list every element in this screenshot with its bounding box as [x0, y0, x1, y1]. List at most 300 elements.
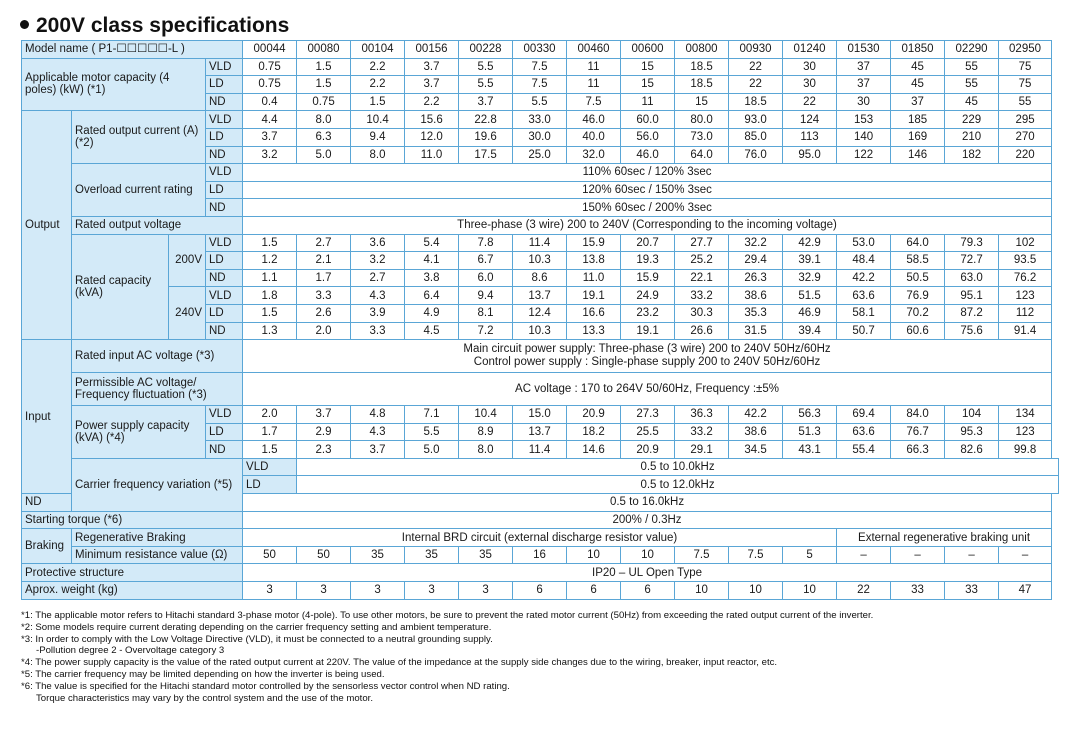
rated-output-current-value: 95.0 [783, 146, 837, 164]
power-supply-value: 15.0 [513, 406, 567, 424]
weight-row [22, 582, 1059, 600]
footnote: *1: The applicable motor refers to Hitachi standard 3-phase motor (4-pole). To use other motors, be sure to prevent the rated motor current (50Hz) from exceeding the rated output current of the inverter. [21, 610, 874, 621]
model-code: 00930 [729, 41, 783, 59]
rated-input-ac-line: Main circuit power supply: Three-phase (3 wire) 200 to 240V 50Hz/60Hz [463, 343, 831, 356]
section-title [20, 14, 289, 38]
rated-output-voltage-row [22, 216, 1059, 234]
rated-output-current-value: 182 [945, 146, 999, 164]
rated-capacity-value: 19.1 [567, 287, 621, 305]
rated-output-current-value: 93.0 [729, 111, 783, 129]
rated-capacity-value: 9.4 [459, 287, 513, 305]
weight-value: 6 [567, 582, 621, 600]
rated-output-current-value: 8.0 [297, 111, 351, 129]
rated-output-current-value: 76.0 [729, 146, 783, 164]
power-supply-value: 14.6 [567, 441, 621, 459]
rated-capacity-value: 3.2 [351, 252, 405, 270]
rated-capacity-value: 27.7 [675, 234, 729, 252]
rated-capacity-value: 1.5 [243, 304, 297, 322]
applicable-motor-value: 55 [945, 76, 999, 94]
applicable-motor-value: 2.2 [351, 76, 405, 94]
power-supply-value: 104 [945, 406, 999, 424]
weight-value: 10 [783, 582, 837, 600]
power-supply-value: 95.3 [945, 423, 999, 441]
overload-value: 120% 60sec / 150% 3sec [243, 181, 1052, 199]
weight-value: 6 [621, 582, 675, 600]
rated-capacity-value: 3.3 [297, 287, 351, 305]
rated-output-current-value: 3.7 [243, 128, 297, 146]
model-code: 01850 [891, 41, 945, 59]
carrier-frequency-label: Carrier frequency variation (*5) [72, 458, 243, 511]
rated-output-current-value: 80.0 [675, 111, 729, 129]
rating-nd: ND [206, 441, 243, 459]
min-resistance-value: 35 [351, 546, 405, 564]
rated-capacity-value: 1.3 [243, 322, 297, 340]
min-resistance-value: 7.5 [729, 546, 783, 564]
weight-value: 33 [891, 582, 945, 600]
rated-capacity-value: 2.1 [297, 252, 351, 270]
rated-capacity-value: 31.5 [729, 322, 783, 340]
rated-capacity-value: 48.4 [837, 252, 891, 270]
rated-output-current-value: 40.0 [567, 128, 621, 146]
rating-vld: VLD [206, 234, 243, 252]
starting-torque-row [22, 511, 1059, 529]
weight-value: 47 [999, 582, 1052, 600]
rated-output-current-value: 169 [891, 128, 945, 146]
weight-value: 10 [675, 582, 729, 600]
applicable-motor-value: 55 [945, 58, 999, 76]
rated-capacity-value: 3.6 [351, 234, 405, 252]
rated-capacity-value: 112 [999, 304, 1052, 322]
rated-output-current-value: 4.4 [243, 111, 297, 129]
weight-value: 3 [351, 582, 405, 600]
rated-capacity-value: 29.4 [729, 252, 783, 270]
power-supply-value: 3.7 [297, 406, 351, 424]
rated-capacity-value: 42.2 [837, 269, 891, 287]
power-supply-value: 1.7 [243, 423, 297, 441]
rated-capacity-value: 60.6 [891, 322, 945, 340]
rated-capacity-value: 2.0 [297, 322, 351, 340]
power-supply-value: 36.3 [675, 406, 729, 424]
power-supply-value: 25.5 [621, 423, 675, 441]
rated-output-current-value: 270 [999, 128, 1052, 146]
rated-capacity-value: 2.7 [297, 234, 351, 252]
rating-nd: ND [22, 494, 72, 512]
rated-capacity-value: 11.4 [513, 234, 567, 252]
rating-ld: LD [206, 128, 243, 146]
applicable-motor-value: 37 [891, 93, 945, 111]
voltage-240-label: 240V [169, 287, 206, 340]
rated-capacity-value: 30.3 [675, 304, 729, 322]
rating-nd: ND [206, 322, 243, 340]
rated-capacity-240-vld-row [22, 287, 1059, 305]
applicable-motor-value: 5.5 [513, 93, 567, 111]
power-supply-value: 20.9 [621, 441, 675, 459]
internal-brd-value: Internal BRD circuit (external discharge resistor value) [243, 529, 837, 547]
applicable-motor-value: 1.5 [297, 76, 351, 94]
weight-value: 3 [297, 582, 351, 600]
rating-ld: LD [243, 476, 297, 494]
applicable-motor-value: 75 [999, 58, 1052, 76]
model-code: 00228 [459, 41, 513, 59]
applicable-motor-value: 15 [675, 93, 729, 111]
applicable-motor-value: 7.5 [567, 93, 621, 111]
footnote: *2: Some models require current derating depending on the carrier frequency setting and ambient temperature. [21, 621, 492, 633]
rated-capacity-value: 102 [999, 234, 1052, 252]
power-supply-value: 123 [999, 423, 1052, 441]
rated-capacity-value: 38.6 [729, 287, 783, 305]
footnote: *3: In order to comply with the Low Voltage Directive (VLD), it must be connected to a neutral grounding supply. [21, 633, 493, 645]
rating-vld: VLD [206, 58, 243, 76]
power-supply-vld-row [22, 406, 1059, 424]
applicable-motor-value: 30 [783, 58, 837, 76]
rated-output-current-value: 146 [891, 146, 945, 164]
power-supply-value: 27.3 [621, 406, 675, 424]
power-supply-value: 66.3 [891, 441, 945, 459]
rating-ld: LD [206, 423, 243, 441]
model-code: 00104 [351, 41, 405, 59]
power-supply-value: 2.9 [297, 423, 351, 441]
power-supply-value: 29.1 [675, 441, 729, 459]
rated-output-current-value: 32.0 [567, 146, 621, 164]
rated-output-voltage-value: Three-phase (3 wire) 200 to 240V (Corresponding to the incoming voltage) [243, 216, 1052, 234]
rated-capacity-value: 20.7 [621, 234, 675, 252]
model-code: 02950 [999, 41, 1052, 59]
rated-output-current-label: Rated output current (A)(*2) [72, 111, 206, 164]
rated-capacity-value: 123 [999, 287, 1052, 305]
rated-capacity-value: 8.1 [459, 304, 513, 322]
applicable-motor-value: 30 [837, 93, 891, 111]
applicable-motor-value: 18.5 [675, 58, 729, 76]
rated-output-voltage-label: Rated output voltage [72, 216, 243, 234]
power-supply-value: 8.9 [459, 423, 513, 441]
rated-capacity-value: 1.7 [297, 269, 351, 287]
min-resistance-label: Minimum resistance value (Ω) [72, 546, 243, 564]
rated-output-current-value: 60.0 [621, 111, 675, 129]
power-supply-value: 69.4 [837, 406, 891, 424]
rated-capacity-value: 3.3 [351, 322, 405, 340]
applicable-motor-value: 11 [567, 58, 621, 76]
carrier-vld-row [22, 458, 1059, 476]
starting-torque-value: 200% / 0.3Hz [243, 511, 1052, 529]
model-code: 00080 [297, 41, 351, 59]
rated-capacity-value: 13.3 [567, 322, 621, 340]
rated-capacity-value: 42.9 [783, 234, 837, 252]
model-code: 02290 [945, 41, 999, 59]
model-code: 01530 [837, 41, 891, 59]
applicable-motor-value: 0.4 [243, 93, 297, 111]
min-resistance-value: – [945, 546, 999, 564]
rated-capacity-value: 11.0 [567, 269, 621, 287]
power-supply-value: 134 [999, 406, 1052, 424]
voltage-200-label: 200V [169, 234, 206, 287]
rated-capacity-value: 15.9 [621, 269, 675, 287]
rated-capacity-value: 32.2 [729, 234, 783, 252]
weight-value: 6 [513, 582, 567, 600]
applicable-motor-vld-row [22, 58, 1059, 76]
rated-capacity-value: 2.7 [351, 269, 405, 287]
weight-value: 33 [945, 582, 999, 600]
rated-output-current-value: 17.5 [459, 146, 513, 164]
power-supply-value: 56.3 [783, 406, 837, 424]
rated-capacity-value: 76.2 [999, 269, 1052, 287]
power-supply-value: 1.5 [243, 441, 297, 459]
carrier-frequency-value: 0.5 to 12.0kHz [297, 476, 1059, 494]
applicable-motor-value: 3.7 [405, 58, 459, 76]
model-name-header: Model name ( P1-☐☐☐☐☐-L ) [22, 41, 243, 59]
applicable-motor-value: 75 [999, 76, 1052, 94]
weight-value: 3 [405, 582, 459, 600]
power-supply-value: 7.1 [405, 406, 459, 424]
power-supply-value: 5.0 [405, 441, 459, 459]
rating-vld: VLD [206, 111, 243, 129]
rated-input-ac-row [22, 340, 1059, 373]
weight-value: 3 [243, 582, 297, 600]
model-code: 00330 [513, 41, 567, 59]
applicable-motor-value: 18.5 [729, 93, 783, 111]
applicable-motor-value: 15 [621, 76, 675, 94]
applicable-motor-value: 1.5 [297, 58, 351, 76]
rated-output-current-value: 229 [945, 111, 999, 129]
rating-vld: VLD [206, 406, 243, 424]
rated-output-current-value: 295 [999, 111, 1052, 129]
applicable-motor-value: 1.5 [351, 93, 405, 111]
rated-output-current-value: 64.0 [675, 146, 729, 164]
power-supply-value: 82.6 [945, 441, 999, 459]
rated-capacity-value: 53.0 [837, 234, 891, 252]
model-code: 00156 [405, 41, 459, 59]
rated-capacity-value: 95.1 [945, 287, 999, 305]
rated-output-current-value: 46.0 [621, 146, 675, 164]
power-supply-value: 5.5 [405, 423, 459, 441]
applicable-motor-value: 11 [567, 76, 621, 94]
rated-output-current-value: 12.0 [405, 128, 459, 146]
rated-capacity-value: 5.4 [405, 234, 459, 252]
rated-output-current-value: 33.0 [513, 111, 567, 129]
rated-capacity-value: 72.7 [945, 252, 999, 270]
rated-capacity-value: 15.9 [567, 234, 621, 252]
weight-value: 10 [729, 582, 783, 600]
rated-capacity-value: 6.0 [459, 269, 513, 287]
applicable-motor-value: 45 [891, 76, 945, 94]
power-supply-value: 11.4 [513, 441, 567, 459]
rated-input-ac-value [243, 340, 1052, 373]
rated-capacity-value: 2.6 [297, 304, 351, 322]
rated-capacity-value: 3.8 [405, 269, 459, 287]
external-braking-value: External regenerative braking unit [837, 529, 1052, 547]
permissible-ac-value: AC voltage : 170 to 264V 50/60Hz, Frequency :±5% [243, 373, 1052, 406]
applicable-motor-value: 5.5 [459, 76, 513, 94]
rated-capacity-value: 46.9 [783, 304, 837, 322]
applicable-motor-value: 37 [837, 76, 891, 94]
footnote: -Pollution degree 2 - Overvoltage category 3 [36, 645, 225, 657]
footnote: *4: The power supply capacity is the value of the rated output current at 220V. The value of the impedance at the supply side changes due to the wiring, breaker, input reactor, etc. [21, 657, 778, 669]
rated-capacity-value: 58.1 [837, 304, 891, 322]
output-group-label: Output [22, 111, 72, 340]
rated-capacity-value: 1.8 [243, 287, 297, 305]
rated-output-current-value: 220 [999, 146, 1052, 164]
rated-capacity-value: 32.9 [783, 269, 837, 287]
rated-output-current-value: 25.0 [513, 146, 567, 164]
rated-capacity-value: 13.8 [567, 252, 621, 270]
rated-output-current-value: 153 [837, 111, 891, 129]
weight-value: 3 [459, 582, 513, 600]
protective-structure-row [22, 564, 1059, 582]
rated-capacity-value: 50.7 [837, 322, 891, 340]
rated-capacity-value: 50.5 [891, 269, 945, 287]
power-supply-value: 20.9 [567, 406, 621, 424]
rated-output-current-value: 11.0 [405, 146, 459, 164]
rated-capacity-value: 4.5 [405, 322, 459, 340]
power-supply-value: 33.2 [675, 423, 729, 441]
rated-output-current-value: 73.0 [675, 128, 729, 146]
applicable-motor-value: 15 [621, 58, 675, 76]
applicable-motor-value: 37 [837, 58, 891, 76]
min-resistance-value: 10 [621, 546, 675, 564]
power-supply-value: 4.8 [351, 406, 405, 424]
rated-output-current-value: 3.2 [243, 146, 297, 164]
model-code: 00600 [621, 41, 675, 59]
power-supply-value: 38.6 [729, 423, 783, 441]
power-supply-value: 51.3 [783, 423, 837, 441]
min-resistance-value: 7.5 [675, 546, 729, 564]
power-supply-value: 99.8 [999, 441, 1052, 459]
applicable-motor-value: 5.5 [459, 58, 513, 76]
rating-vld: VLD [206, 164, 243, 182]
overload-vld-row [22, 164, 1059, 182]
model-code: 00800 [675, 41, 729, 59]
rated-capacity-value: 19.3 [621, 252, 675, 270]
weight-value: 22 [837, 582, 891, 600]
power-supply-value: 2.0 [243, 406, 297, 424]
rated-input-ac-line: Control power supply : Single-phase supply 200 to 240V 50Hz/60Hz [473, 356, 821, 369]
applicable-motor-value: 11 [621, 93, 675, 111]
weight-label: Aprox. weight (kg) [22, 582, 243, 600]
rated-capacity-value: 7.8 [459, 234, 513, 252]
rated-capacity-value: 22.1 [675, 269, 729, 287]
min-resistance-value: 50 [243, 546, 297, 564]
power-supply-value: 42.2 [729, 406, 783, 424]
rating-nd: ND [206, 269, 243, 287]
rated-capacity-value: 39.4 [783, 322, 837, 340]
rated-output-current-value: 85.0 [729, 128, 783, 146]
rated-capacity-200-vld-row [22, 234, 1059, 252]
power-supply-value: 18.2 [567, 423, 621, 441]
rated-capacity-value: 4.9 [405, 304, 459, 322]
rating-vld: VLD [206, 287, 243, 305]
min-resistance-value: 50 [297, 546, 351, 564]
applicable-motor-value: 45 [945, 93, 999, 111]
rated-output-current-value: 140 [837, 128, 891, 146]
rated-capacity-label: Rated capacity (kVA) [72, 234, 169, 340]
rated-capacity-value: 16.6 [567, 304, 621, 322]
rated-capacity-value: 51.5 [783, 287, 837, 305]
footnote: *5: The carrier frequency may be limited depending on how the inverter is being used. [21, 668, 385, 680]
rated-capacity-value: 3.9 [351, 304, 405, 322]
rated-capacity-value: 1.5 [243, 234, 297, 252]
rated-output-current-value: 122 [837, 146, 891, 164]
rated-output-current-value: 210 [945, 128, 999, 146]
rated-capacity-value: 58.5 [891, 252, 945, 270]
power-supply-value: 3.7 [351, 441, 405, 459]
starting-torque-label: Starting torque (*6) [22, 511, 243, 529]
applicable-motor-value: 2.2 [405, 93, 459, 111]
spec-table [21, 40, 1059, 600]
permissible-ac-label: Permissible AC voltage/ Frequency fluctuation (*3) [72, 373, 243, 406]
rated-output-current-value: 30.0 [513, 128, 567, 146]
rated-output-current-value: 6.3 [297, 128, 351, 146]
rated-capacity-value: 63.0 [945, 269, 999, 287]
rated-capacity-value: 39.1 [783, 252, 837, 270]
rated-capacity-value: 6.4 [405, 287, 459, 305]
applicable-motor-value: 7.5 [513, 76, 567, 94]
rated-output-current-value: 15.6 [405, 111, 459, 129]
min-resistance-value: 35 [459, 546, 513, 564]
applicable-motor-value: 55 [999, 93, 1052, 111]
rated-capacity-value: 76.9 [891, 287, 945, 305]
rated-output-current-value: 124 [783, 111, 837, 129]
power-supply-value: 4.3 [351, 423, 405, 441]
applicable-motor-value: 0.75 [243, 76, 297, 94]
rated-capacity-value: 75.6 [945, 322, 999, 340]
rated-capacity-value: 64.0 [891, 234, 945, 252]
model-code: 01240 [783, 41, 837, 59]
carrier-frequency-value: 0.5 to 10.0kHz [297, 458, 1059, 476]
permissible-ac-row [22, 373, 1059, 406]
rated-output-current-value: 9.4 [351, 128, 405, 146]
min-resistance-value: – [837, 546, 891, 564]
min-resistance-value: 16 [513, 546, 567, 564]
power-supply-value: 10.4 [459, 406, 513, 424]
rating-ld: LD [206, 76, 243, 94]
footnotes [21, 610, 1066, 704]
rated-capacity-value: 26.6 [675, 322, 729, 340]
rated-capacity-value: 24.9 [621, 287, 675, 305]
carrier-frequency-value: 0.5 to 16.0kHz [243, 494, 1052, 512]
min-resistance-value: 5 [783, 546, 837, 564]
rated-capacity-value: 19.1 [621, 322, 675, 340]
power-supply-value: 13.7 [513, 423, 567, 441]
model-code: 00044 [243, 41, 297, 59]
applicable-motor-label: Applicable motor capacity (4 poles) (kW) (*1) [22, 58, 206, 111]
rating-nd: ND [206, 93, 243, 111]
rated-capacity-value: 10.3 [513, 252, 567, 270]
applicable-motor-value: 22 [729, 76, 783, 94]
rated-output-current-value: 46.0 [567, 111, 621, 129]
applicable-motor-value: 18.5 [675, 76, 729, 94]
power-supply-value: 84.0 [891, 406, 945, 424]
rated-output-current-value: 56.0 [621, 128, 675, 146]
rated-capacity-value: 1.2 [243, 252, 297, 270]
protective-structure-value: IP20 – UL Open Type [243, 564, 1052, 582]
applicable-motor-value: 0.75 [297, 93, 351, 111]
applicable-motor-value: 22 [783, 93, 837, 111]
rated-capacity-value: 4.1 [405, 252, 459, 270]
rated-capacity-value: 1.1 [243, 269, 297, 287]
applicable-motor-value: 30 [783, 76, 837, 94]
rating-ld: LD [206, 304, 243, 322]
rated-capacity-value: 79.3 [945, 234, 999, 252]
model-code: 00460 [567, 41, 621, 59]
applicable-motor-value: 3.7 [459, 93, 513, 111]
rated-capacity-value: 25.2 [675, 252, 729, 270]
rated-capacity-value: 35.3 [729, 304, 783, 322]
applicable-motor-value: 45 [891, 58, 945, 76]
rated-output-current-value: 22.8 [459, 111, 513, 129]
rated-capacity-value: 4.3 [351, 287, 405, 305]
power-supply-value: 8.0 [459, 441, 513, 459]
rating-nd: ND [206, 146, 243, 164]
rated-capacity-value: 63.6 [837, 287, 891, 305]
